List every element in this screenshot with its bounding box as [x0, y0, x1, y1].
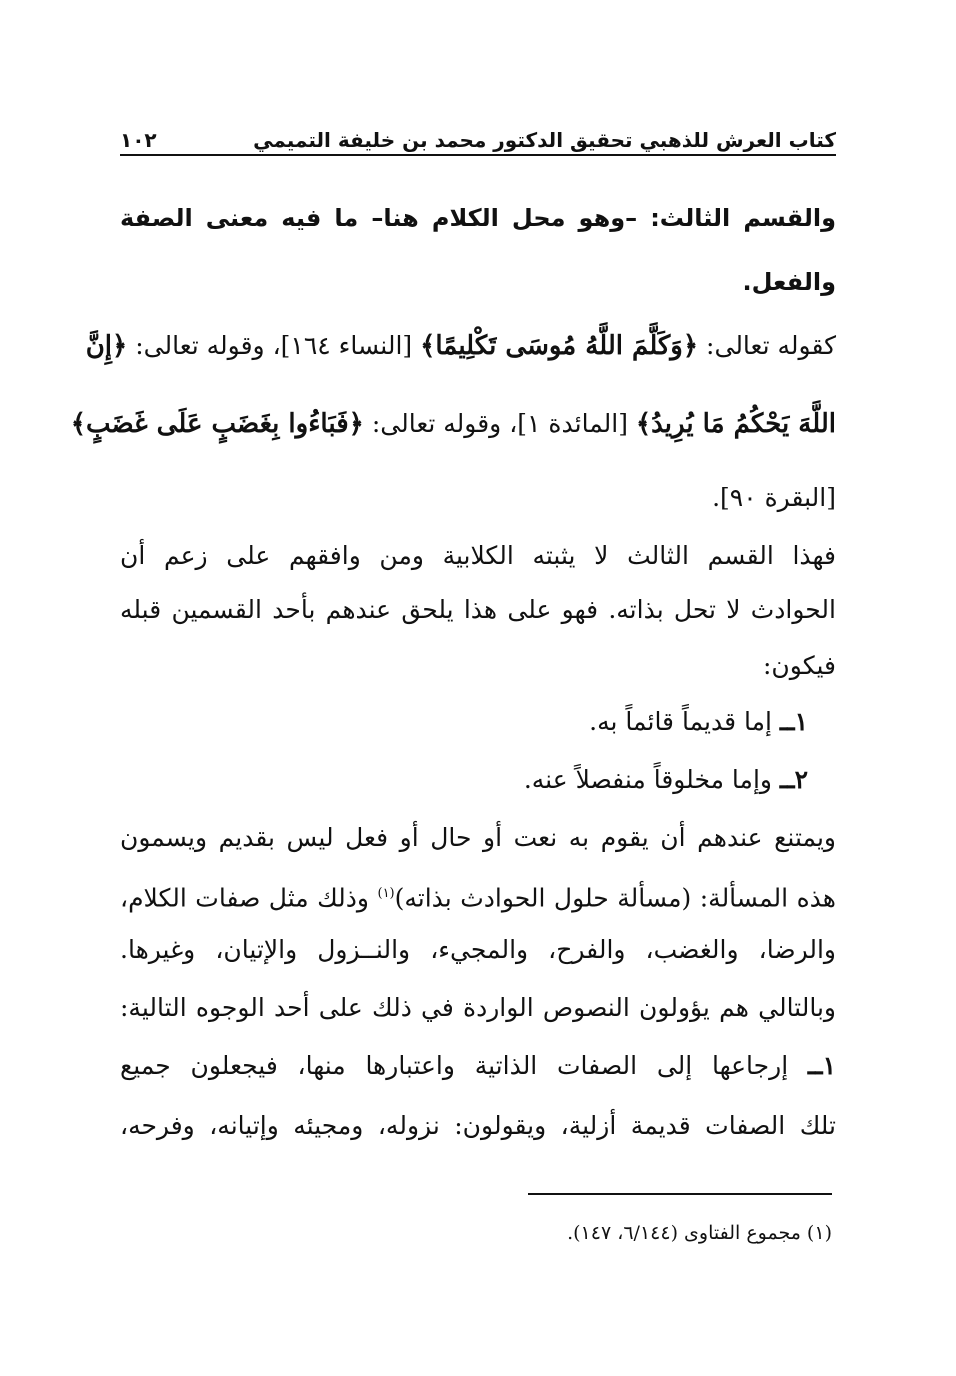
quran-quote: ﴿فَبَاءُوا بِغَضَبٍ عَلَى غَضَبٍ﴾: [70, 409, 364, 439]
page-number: ١٠٢: [120, 128, 157, 152]
paragraph-text: هذه المسألة: (مسألة حلول الحوادث بذاته): [394, 883, 836, 913]
paragraph-2-line-1: ويمتنع عندهم أن يقوم به نعت أو حال أو فعل ليس بقديم ويسمون: [120, 823, 836, 852]
header-title: كتاب العرش للذهبي تحقيق الدكتور محمد بن خليفة التميمي: [253, 128, 836, 152]
quran-quote: ﴿إِنَّ: [85, 331, 128, 361]
running-header: [120, 112, 836, 152]
list-number: ١ــ: [779, 707, 808, 736]
verse-reference: [النساء ١٦٤]، وقوله تعالى:: [127, 331, 421, 360]
paragraph-1-line-3: فيكون:: [763, 651, 836, 680]
quran-quote: ﴿وَكَلَّمَ اللَّهُ مُوسَى تَكْلِيمًا﴾: [420, 331, 699, 361]
footnote-rule: [528, 1193, 832, 1195]
header-rule: [120, 154, 836, 156]
paragraph-1-line-1: فهذا القسم الثالث لا يثبته الكلابية ومن وافقهم على زعم أن: [120, 541, 836, 570]
list-item: [120, 702, 836, 742]
paragraph-3-line-1: [120, 1046, 836, 1086]
verse-text: كقوله تعالى:: [698, 331, 836, 360]
quran-quote: اللَّهَ يَحْكُمُ مَا يُرِيدُ﴾: [635, 409, 836, 439]
paragraph-3-line-2: تلك الصفات قديمة أزلية، ويقولون: نزوله، ومجيئه وإتيانه، وفرحه،: [120, 1111, 836, 1140]
heading-line-2: والفعل.: [742, 268, 836, 296]
list-number: ١ــ: [807, 1051, 836, 1080]
list-text: إما قديماً قائماً به.: [589, 707, 780, 736]
list-item: [120, 760, 836, 800]
verse-line-1: [85, 326, 836, 366]
paragraph-2-line-4: وبالتالي هم يؤولون النصوص الواردة في ذلك على أحد الوجوه التالية:: [120, 993, 836, 1022]
verse-reference: [المائدة ١]، وقوله تعالى:: [363, 409, 636, 438]
heading-line-1: والقسم الثالث: –وهو محل الكلام هنا– ما فيه معنى الصفة: [120, 204, 836, 232]
paragraph-text: إرجاعها إلى الصفات الذاتية واعتبارها منها، فيجعلون جميع: [120, 1051, 808, 1080]
footnote: (١) مجموع الفتاوى (٦/١٤٤، ١٤٧).: [567, 1222, 832, 1244]
verse-line-2: [70, 404, 836, 444]
verse-line-3: [البقرة ٩٠].: [712, 483, 836, 512]
paragraph-text: وذلك مثل صفات الكلام،: [120, 883, 378, 913]
list-text: وإما مخلوقاً منفصلاً عنه.: [523, 765, 780, 794]
paragraph-1-line-2: الحوادث لا تحل بذاته. فهو على هذا يلحق عندهم بأحد القسمين قبله: [120, 595, 836, 624]
paragraph-2-line-3: والرضا، والغضب، والفرح، والمجيء، والنــزول والإتيان، وغيرها.: [120, 935, 836, 964]
list-number: ٢ــ: [779, 765, 808, 794]
footnote-marker: (١): [377, 886, 395, 901]
paragraph-2-line-2: [120, 874, 836, 918]
